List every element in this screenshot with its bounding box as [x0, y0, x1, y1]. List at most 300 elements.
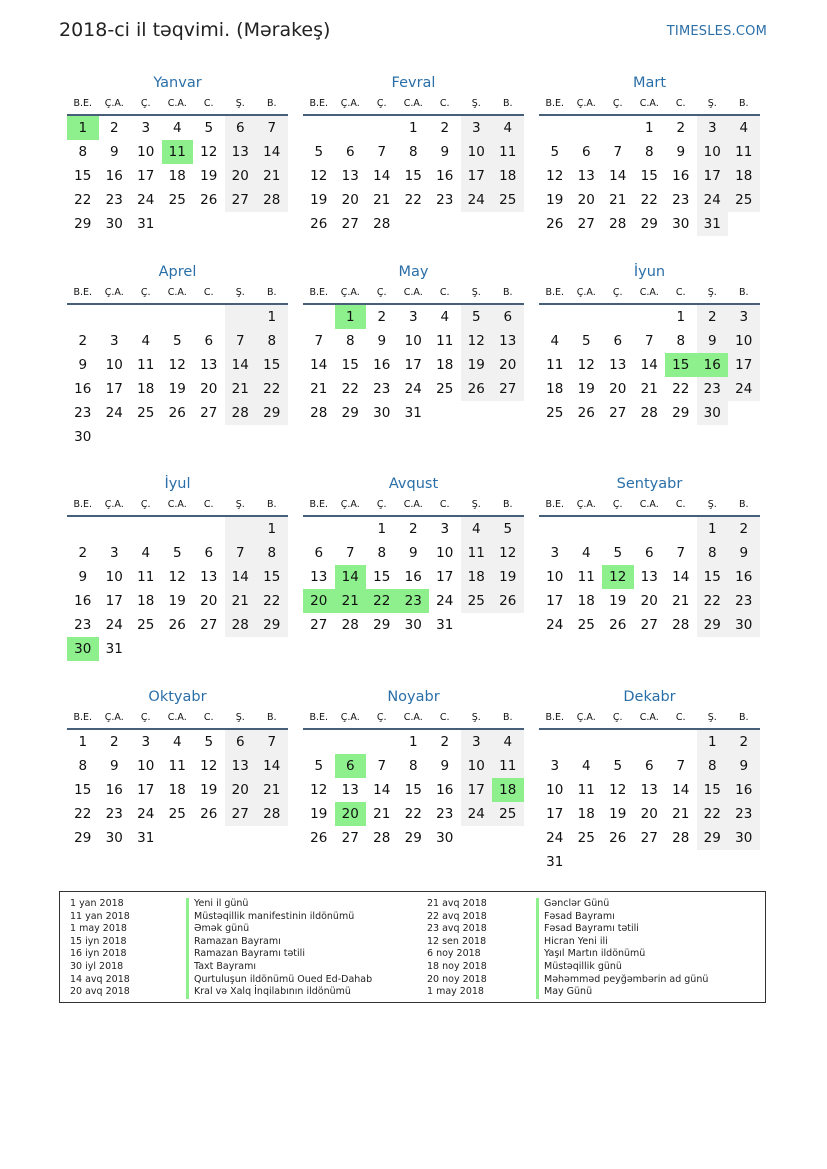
day-cell: 5 [172, 545, 182, 561]
empty-day-cell [461, 212, 493, 236]
weekday-label: C.A. [403, 98, 423, 109]
day-cell: 4 [141, 545, 151, 561]
day-cell: 2 [440, 734, 450, 750]
month-block [539, 72, 760, 236]
day-cell: 27 [640, 830, 658, 846]
empty-day-cell [162, 637, 194, 661]
legend-date: 1 may 2018 [70, 923, 127, 935]
weekday-header [67, 283, 288, 305]
weekday-label: C. [439, 287, 450, 298]
day-cell: 20 [225, 778, 257, 802]
day-cell: 14 [672, 569, 690, 585]
day-cell: 22 [74, 192, 92, 208]
weekday-label: Ç. [376, 712, 387, 723]
day-cell: 21 [256, 778, 288, 802]
weekday-label: B. [738, 499, 749, 510]
week-row [303, 517, 524, 541]
day-cell: 30 [672, 216, 690, 232]
day-cell: 12 [310, 168, 328, 184]
empty-day-cell [193, 212, 225, 236]
day-cell: 5 [172, 333, 182, 349]
day-cell: 15 [74, 782, 92, 798]
day-cell: 10 [697, 140, 729, 164]
weekday-label: C.A. [167, 712, 187, 723]
empty-day-cell [67, 305, 99, 329]
legend-date: 11 yan 2018 [70, 910, 130, 922]
week-row [67, 802, 288, 826]
week-row [303, 377, 524, 401]
day-cell: 1 [67, 116, 99, 140]
month-block [539, 473, 760, 637]
weekday-label: Ş. [471, 499, 481, 510]
legend-holiday-name: Müstəqillik günü [536, 961, 708, 974]
day-cell: 4 [172, 734, 182, 750]
day-cell: 4 [172, 120, 182, 136]
weekday-label: C. [675, 712, 686, 723]
empty-day-cell [665, 517, 697, 541]
day-cell: 10 [546, 569, 564, 585]
empty-day-cell [335, 116, 367, 140]
weekday-label: B.E. [309, 287, 329, 298]
day-cell: 6 [492, 305, 524, 329]
empty-day-cell [162, 517, 194, 541]
weekday-label: B.E. [545, 98, 565, 109]
day-cell: 8 [78, 758, 88, 774]
day-cell: 7 [377, 144, 387, 160]
day-cell: 20 [303, 589, 335, 613]
empty-day-cell [303, 116, 335, 140]
weekday-label: Ş. [707, 712, 717, 723]
week-row [303, 116, 524, 140]
weekday-label: Ş. [471, 98, 481, 109]
day-cell: 10 [404, 333, 422, 349]
empty-day-cell [256, 212, 288, 236]
day-cell: 20 [200, 381, 218, 397]
day-cell: 25 [577, 830, 595, 846]
weekday-label: C.A. [167, 499, 187, 510]
day-cell: 20 [609, 381, 627, 397]
week-row [303, 329, 524, 353]
day-cell: 23 [697, 377, 729, 401]
day-cell: 25 [137, 617, 155, 633]
empty-day-cell [256, 425, 288, 449]
day-cell: 17 [546, 593, 564, 609]
day-cell: 23 [398, 589, 430, 613]
legend-holiday-name: Fəsad Bayramı [536, 911, 708, 924]
day-cell: 3 [109, 333, 119, 349]
week-row [67, 425, 288, 449]
day-cell: 19 [310, 192, 328, 208]
weekday-label: Ç.A. [104, 712, 124, 723]
holiday-legend [59, 891, 766, 1003]
month-name: Avqust [388, 476, 439, 492]
day-cell: 8 [78, 144, 88, 160]
week-row [539, 517, 760, 541]
day-cell: 16 [728, 778, 760, 802]
day-cell: 10 [105, 569, 123, 585]
legend-holiday-name: Ramazan Bayramı tətili [186, 948, 372, 961]
day-cell: 13 [577, 168, 595, 184]
month-block [303, 686, 524, 850]
day-cell: 25 [168, 806, 186, 822]
day-cell: 9 [676, 144, 686, 160]
week-row [539, 826, 760, 850]
day-cell: 16 [672, 168, 690, 184]
day-cell: 22 [404, 192, 422, 208]
day-cell: 1 [676, 309, 686, 325]
weekday-label: Ç. [612, 499, 623, 510]
day-cell: 19 [577, 381, 595, 397]
day-cell: 24 [546, 830, 564, 846]
day-cell: 15 [256, 565, 288, 589]
weekday-label: C. [675, 499, 686, 510]
weekday-label: Ç. [376, 287, 387, 298]
empty-day-cell [602, 850, 634, 874]
week-row [303, 802, 524, 826]
legend-holiday-name: Müstəqillik manifestinin ildönümü [186, 911, 372, 924]
day-cell: 1 [408, 120, 418, 136]
day-cell: 29 [697, 826, 729, 850]
weekday-label: Ç. [612, 712, 623, 723]
empty-day-cell [366, 116, 398, 140]
day-cell: 6 [644, 758, 654, 774]
day-cell: 13 [225, 140, 257, 164]
day-cell: 27 [609, 405, 627, 421]
day-cell: 12 [168, 569, 186, 585]
day-cell: 9 [377, 333, 387, 349]
weekday-label: Ş. [235, 287, 245, 298]
day-cell: 11 [577, 782, 595, 798]
weekday-label: B. [502, 287, 513, 298]
day-cell: 28 [310, 405, 328, 421]
day-cell: 24 [697, 188, 729, 212]
day-cell: 16 [436, 168, 454, 184]
empty-day-cell [728, 850, 760, 874]
weekday-label: Ş. [707, 499, 717, 510]
day-cell: 4 [492, 730, 524, 754]
day-cell: 13 [225, 754, 257, 778]
day-cell: 17 [461, 164, 493, 188]
day-cell: 29 [404, 830, 422, 846]
day-cell: 3 [550, 545, 560, 561]
week-row [539, 188, 760, 212]
day-cell: 31 [697, 212, 729, 236]
day-cell: 12 [461, 329, 493, 353]
day-cell: 15 [256, 353, 288, 377]
week-row [67, 212, 288, 236]
weekday-label: Ç.A. [104, 98, 124, 109]
day-cell: 13 [640, 569, 658, 585]
weekday-label: C. [675, 287, 686, 298]
day-cell: 29 [373, 617, 391, 633]
day-cell: 28 [341, 617, 359, 633]
weekday-label: B.E. [73, 712, 93, 723]
week-row [67, 377, 288, 401]
day-cell: 29 [341, 405, 359, 421]
week-row [539, 116, 760, 140]
day-cell: 3 [109, 545, 119, 561]
day-cell: 11 [168, 758, 186, 774]
day-cell: 23 [74, 405, 92, 421]
day-cell: 17 [404, 357, 422, 373]
day-cell: 18 [168, 782, 186, 798]
day-cell: 26 [609, 617, 627, 633]
day-cell: 21 [672, 593, 690, 609]
weekday-label: C.A. [639, 287, 659, 298]
day-cell: 20 [577, 192, 595, 208]
week-row [539, 329, 760, 353]
day-cell: 5 [550, 144, 560, 160]
empty-day-cell [335, 730, 367, 754]
day-cell: 16 [74, 593, 92, 609]
weekday-label: B.E. [309, 499, 329, 510]
weekday-label: Ş. [471, 287, 481, 298]
weekday-header [303, 495, 524, 517]
day-cell: 5 [204, 734, 214, 750]
day-cell: 2 [676, 120, 686, 136]
day-cell: 23 [105, 806, 123, 822]
day-cell: 31 [105, 641, 123, 657]
day-cell: 23 [728, 589, 760, 613]
empty-day-cell [303, 517, 335, 541]
day-cell: 29 [672, 405, 690, 421]
day-cell: 22 [697, 589, 729, 613]
month-name: Fevral [391, 75, 436, 91]
empty-day-cell [461, 613, 493, 637]
day-cell: 19 [168, 381, 186, 397]
week-row [303, 353, 524, 377]
empty-day-cell [539, 730, 571, 754]
day-cell: 19 [168, 593, 186, 609]
empty-day-cell [162, 826, 194, 850]
day-cell: 21 [335, 589, 367, 613]
day-cell: 11 [137, 357, 155, 373]
day-cell: 1 [78, 734, 88, 750]
weekday-label: B. [266, 287, 277, 298]
day-cell: 27 [577, 216, 595, 232]
month-name: Noyabr [387, 689, 440, 705]
day-cell: 20 [200, 593, 218, 609]
weekday-label: C. [439, 499, 450, 510]
day-cell: 31 [436, 617, 454, 633]
day-cell: 29 [74, 830, 92, 846]
week-row [303, 541, 524, 565]
empty-day-cell [697, 850, 729, 874]
week-row [67, 613, 288, 637]
week-row [67, 754, 288, 778]
month-name: May [398, 264, 429, 280]
day-cell: 18 [577, 806, 595, 822]
empty-day-cell [366, 730, 398, 754]
day-cell: 2 [78, 333, 88, 349]
day-cell: 26 [310, 216, 328, 232]
week-row [303, 305, 524, 329]
day-cell: 11 [492, 754, 524, 778]
day-cell: 15 [373, 569, 391, 585]
weekday-label: Ç.A. [340, 98, 360, 109]
month-name: Dekabr [623, 689, 676, 705]
day-cell: 24 [105, 405, 123, 421]
month-block [67, 473, 288, 661]
legend-date: 30 iyl 2018 [70, 960, 124, 972]
day-cell: 13 [200, 357, 218, 373]
day-cell: 4 [492, 116, 524, 140]
day-cell: 25 [168, 192, 186, 208]
week-row [67, 541, 288, 565]
empty-day-cell [571, 730, 603, 754]
week-row [67, 305, 288, 329]
week-row [539, 401, 760, 425]
day-cell: 5 [613, 758, 623, 774]
day-cell: 25 [461, 589, 493, 613]
day-cell: 24 [436, 593, 454, 609]
weekday-header [67, 495, 288, 517]
empty-day-cell [492, 613, 524, 637]
week-row [67, 589, 288, 613]
day-cell: 8 [676, 333, 686, 349]
week-row [67, 116, 288, 140]
legend-date: 14 avq 2018 [70, 973, 130, 985]
week-row [539, 212, 760, 236]
day-cell: 19 [200, 782, 218, 798]
weekday-label: Ç. [140, 287, 151, 298]
day-cell: 22 [74, 806, 92, 822]
brand-link[interactable]: TIMESLES.COM [666, 24, 767, 39]
day-cell: 29 [640, 216, 658, 232]
empty-day-cell [225, 425, 257, 449]
day-cell: 9 [78, 357, 88, 373]
day-cell: 7 [676, 545, 686, 561]
weekday-label: C.A. [639, 499, 659, 510]
empty-day-cell [634, 517, 666, 541]
day-cell: 17 [461, 778, 493, 802]
day-cell: 12 [200, 758, 218, 774]
day-cell: 10 [461, 140, 493, 164]
day-cell: 4 [581, 758, 591, 774]
week-row [539, 730, 760, 754]
empty-day-cell [225, 212, 257, 236]
day-cell: 20 [225, 164, 257, 188]
day-cell: 13 [609, 357, 627, 373]
day-cell: 5 [613, 545, 623, 561]
week-row [303, 613, 524, 637]
day-cell: 26 [168, 405, 186, 421]
day-cell: 6 [225, 730, 257, 754]
weekday-label: Ç.A. [104, 287, 124, 298]
weekday-label: Ş. [707, 287, 717, 298]
day-cell: 1 [256, 517, 288, 541]
day-cell: 15 [404, 168, 422, 184]
day-cell: 2 [78, 545, 88, 561]
day-cell: 21 [609, 192, 627, 208]
legend-dates-left [70, 898, 130, 999]
day-cell: 26 [200, 806, 218, 822]
day-cell: 28 [609, 216, 627, 232]
legend-holiday-name: Əmək günü [186, 923, 372, 936]
day-cell: 14 [310, 357, 328, 373]
week-row [539, 589, 760, 613]
day-cell: 3 [408, 309, 418, 325]
day-cell: 12 [602, 565, 634, 589]
day-cell: 8 [256, 541, 288, 565]
weekday-label: B. [738, 287, 749, 298]
day-cell: 15 [404, 782, 422, 798]
day-cell: 4 [461, 517, 493, 541]
empty-day-cell [429, 401, 461, 425]
weekday-label: Ç.A. [340, 499, 360, 510]
day-cell: 30 [728, 826, 760, 850]
weekday-label: B. [266, 98, 277, 109]
day-cell: 18 [492, 778, 524, 802]
day-cell: 2 [109, 120, 119, 136]
day-cell: 1 [377, 521, 387, 537]
day-cell: 17 [137, 168, 155, 184]
day-cell: 18 [137, 381, 155, 397]
day-cell: 24 [404, 381, 422, 397]
day-cell: 18 [137, 593, 155, 609]
weekday-label: C. [203, 712, 214, 723]
legend-date: 15 iyn 2018 [70, 935, 127, 947]
legend-dates-right [427, 898, 487, 999]
day-cell: 5 [314, 144, 324, 160]
week-row [67, 164, 288, 188]
day-cell: 8 [644, 144, 654, 160]
legend-holiday-name: Yeni il günü [186, 898, 372, 911]
day-cell: 15 [341, 357, 359, 373]
day-cell: 15 [640, 168, 658, 184]
day-cell: 27 [341, 830, 359, 846]
legend-holiday-name: Qurtuluşun ildönümü Oued Ed-Dahab [186, 974, 372, 987]
week-row [303, 778, 524, 802]
day-cell: 11 [137, 569, 155, 585]
day-cell: 7 [314, 333, 324, 349]
empty-day-cell [335, 517, 367, 541]
empty-day-cell [193, 305, 225, 329]
weekday-header [303, 708, 524, 730]
week-row [67, 329, 288, 353]
day-cell: 31 [137, 830, 155, 846]
day-cell: 30 [436, 830, 454, 846]
legend-holiday-name: Hicran Yeni ili [536, 936, 708, 949]
weekday-header [303, 283, 524, 305]
day-cell: 26 [546, 216, 564, 232]
weekday-label: B.E. [309, 712, 329, 723]
day-cell: 9 [728, 754, 760, 778]
day-cell: 2 [728, 517, 760, 541]
day-cell: 16 [105, 782, 123, 798]
day-cell: 12 [577, 357, 595, 373]
day-cell: 5 [581, 333, 591, 349]
day-cell: 1 [697, 730, 729, 754]
weekday-label: B. [266, 499, 277, 510]
empty-day-cell [225, 305, 257, 329]
weekday-label: C.A. [403, 499, 423, 510]
month-block [303, 473, 524, 637]
day-cell: 12 [546, 168, 564, 184]
legend-date: 21 avq 2018 [427, 898, 487, 909]
day-cell: 21 [640, 381, 658, 397]
day-cell: 17 [137, 782, 155, 798]
day-cell: 12 [310, 782, 328, 798]
week-row [303, 565, 524, 589]
day-cell: 6 [204, 545, 214, 561]
weekday-label: Ç.A. [576, 98, 596, 109]
day-cell: 29 [697, 613, 729, 637]
weekday-label: C.A. [403, 287, 423, 298]
legend-date: 16 iyn 2018 [70, 948, 127, 960]
day-cell: 10 [461, 754, 493, 778]
day-cell: 28 [640, 405, 658, 421]
